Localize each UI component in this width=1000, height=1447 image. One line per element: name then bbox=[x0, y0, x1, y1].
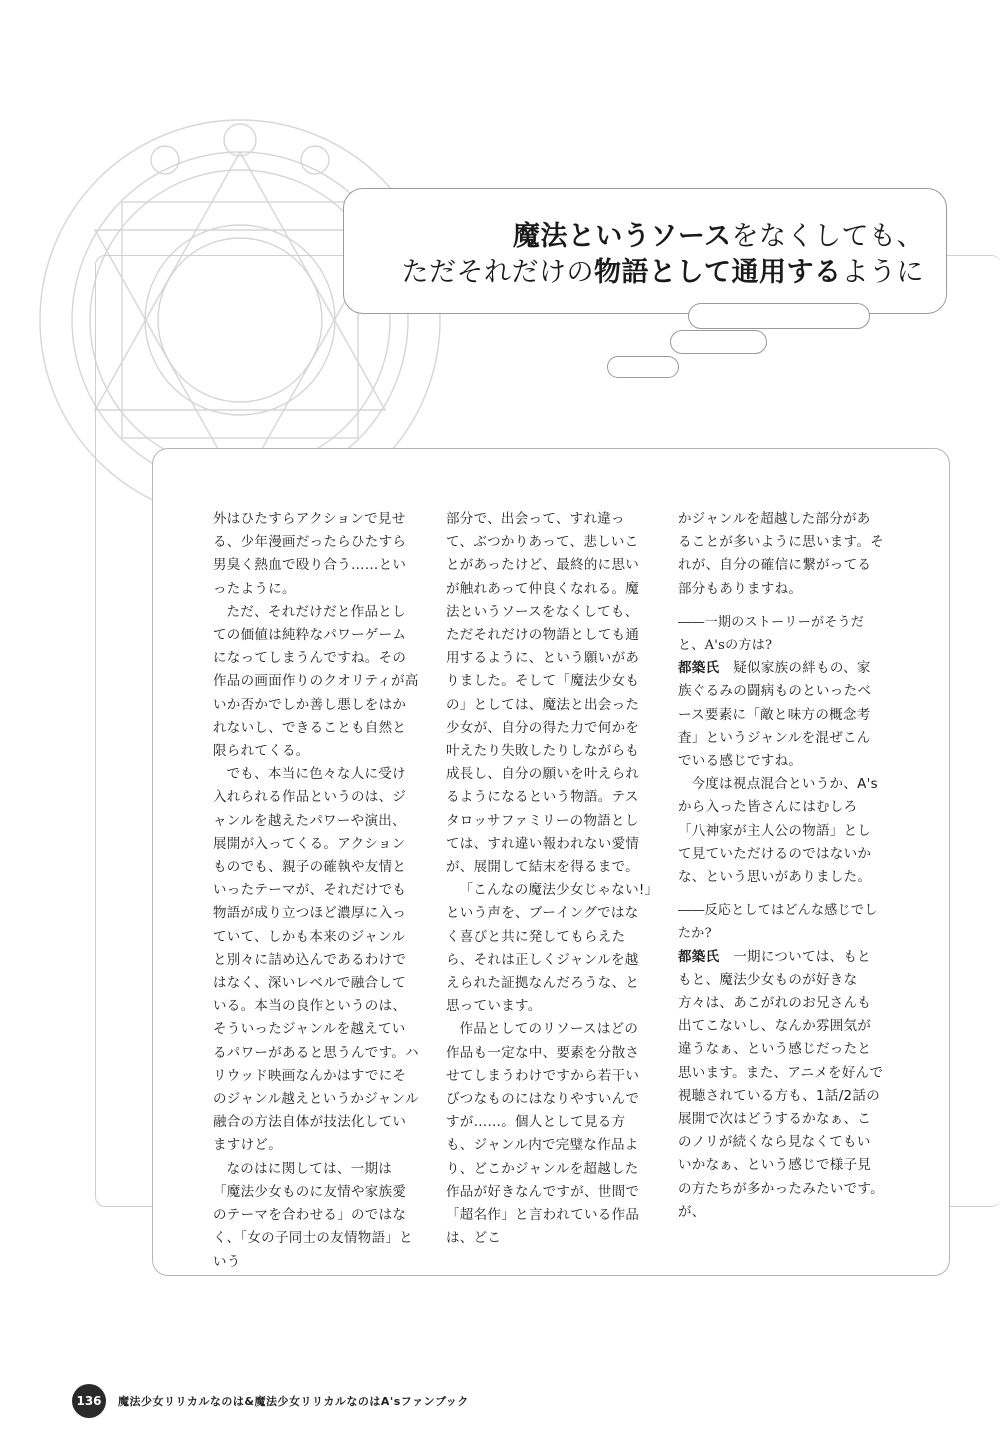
paragraph-text: なのはに関しては、一期は「魔法少女ものに友情や家族愛のテーマを合わせる」のではなく、「女の子同士の友情物語」という bbox=[213, 1160, 413, 1270]
paragraph-text: 今度は視点混合というか、A'sから入った皆さんにはむしろ「八神家が主人公の物語」として見ていただけるのではないかな、という思いがありました。 bbox=[678, 776, 878, 886]
article-column-3 bbox=[678, 508, 884, 1224]
decor-pill-2 bbox=[670, 330, 767, 354]
article-column-1 bbox=[213, 508, 419, 1274]
paragraph-text: ただ、それだけだと作品としての価値は純粋なパワーゲームになってしまうんですね。その作品の画面作りのクオリティが高いか否かでしか善し悪しをはかれないし、できることも自然と限られてくる。 bbox=[213, 603, 419, 760]
headline-regular-2: ただそれだけの bbox=[401, 257, 594, 288]
paragraph-text: 作品としてのリソースはどの作品も一定な中、要素を分散させてしまうわけですから若干いびつなものにはなりやすいんですが……。個人として見る方も、ジャンル内で完璧な作品より、どこかジャンルを超越した作品が好きなんですが、世間で「超名作」と言われている作品は、どこ bbox=[446, 1021, 640, 1247]
paragraph-text: かジャンルを超越した部分があることが多いように思います。それが、自分の確信に繋がってる部分もありますね。 bbox=[678, 511, 884, 597]
headline bbox=[344, 219, 946, 291]
paragraph-text: でも、本当に色々な人に受け入れられる作品というのは、ジャンルを越えたパワーや演出、展開が入ってくる。アクションものでも、親子の確執や友情といったテーマが、それだけでも物語が成り立つほど濃厚に入っていて、しかも本来のジャンルと別々に詰め込んであるわけではなく、深いレベルで融合している。本当の良作というのは、そういったジャンルを越えているパワーがあると思うんです。ハリウッド映画なんかはすでにそのジャンル越えというかジャンル融合の方法自体が技法化していますけど。 bbox=[213, 766, 419, 1154]
article-paragraph bbox=[213, 508, 419, 601]
article-paragraph bbox=[446, 879, 652, 1018]
speaker-name: 都築氏 bbox=[678, 660, 720, 677]
paragraph-text: 疑似家族の絆もの、家族ぐるみの闘病ものといったベース要素に「敵と味方の概念考査」というジャンルを混ぜこんでいる感じですね。 bbox=[678, 660, 872, 770]
article-paragraph bbox=[213, 601, 419, 763]
speaker-name: 都築氏 bbox=[678, 948, 720, 965]
article-paragraph bbox=[678, 773, 884, 889]
paragraph-text: 「こんなの魔法少女じゃない!」という声を、ブーイングではなく喜びと共に発してもらえたら、それは正しくジャンルを越えられた証拠なんだろうな、と思っています。 bbox=[446, 882, 652, 1015]
interview-answer bbox=[678, 657, 884, 773]
paragraph-text: 部分で、出会って、すれ違って、ぶつかりあって、悲しいことがあったけど、最終的に思いが触れあって仲良くなれる。魔法というソースをなくしても、ただそれだけの物語としても通用するように、という願いがありました。そして「魔法少女もの」としては、魔法と出会った少女が、自分の得た力で何かを叶えたり失敗したりしながらも成長し、自分の願いを叶えられるようになるという物語。テスタロッサファミリーの物語としては、すれ違い報われない愛情が、展開して結末を得るまで。 bbox=[446, 511, 640, 876]
article-paragraph bbox=[213, 1158, 419, 1274]
interview-question bbox=[678, 899, 884, 945]
headline-regular-3: ように bbox=[841, 257, 924, 288]
headline-box bbox=[343, 188, 947, 314]
paragraph-text: 一期については、もともと、魔法少女ものが好きな方々は、あこがれのお兄さんも出てこないし、なんか雰囲気が違うなぁ、という感じだったと思います。また、アニメを好んで視聴されている方も、1話/2話の展開で次はどうするかなぁ、このノリが続くなら見なくてもいいかなぁ、という感じで様子見の方たちが多かったみたいです。が、 bbox=[678, 948, 884, 1220]
decor-pill-3 bbox=[607, 356, 679, 378]
article-paragraph bbox=[446, 1018, 652, 1250]
decor-pill-1 bbox=[688, 303, 870, 329]
book-title: 魔法少女リリカルなのは&魔法少女リリカルなのはA'sファンブック bbox=[118, 1395, 469, 1408]
paragraph-text: ――一期のストーリーがそうだと、A'sの方は? bbox=[678, 614, 865, 654]
article-paragraph bbox=[213, 763, 419, 1157]
article-column-2 bbox=[446, 508, 652, 1251]
article-paragraph bbox=[446, 508, 652, 879]
headline-line-2 bbox=[344, 255, 924, 291]
interview-answer bbox=[678, 946, 884, 1224]
interview-question bbox=[678, 611, 884, 657]
paragraph-text: ――反応としてはどんな感じでしたか? bbox=[678, 903, 878, 942]
headline-bold-2: 物語として通用する bbox=[594, 257, 842, 288]
headline-line-1 bbox=[344, 219, 924, 255]
article-paragraph bbox=[678, 508, 884, 601]
headline-regular-1: をなくしても、 bbox=[731, 221, 924, 252]
paragraph-text: 外はひたすらアクションで見せる、少年漫画だったらひたすら男臭く熱血で殴り合う……といったように。 bbox=[213, 511, 407, 597]
page-number: 136 bbox=[72, 1384, 106, 1418]
headline-bold-1: 魔法というソース bbox=[512, 221, 732, 252]
